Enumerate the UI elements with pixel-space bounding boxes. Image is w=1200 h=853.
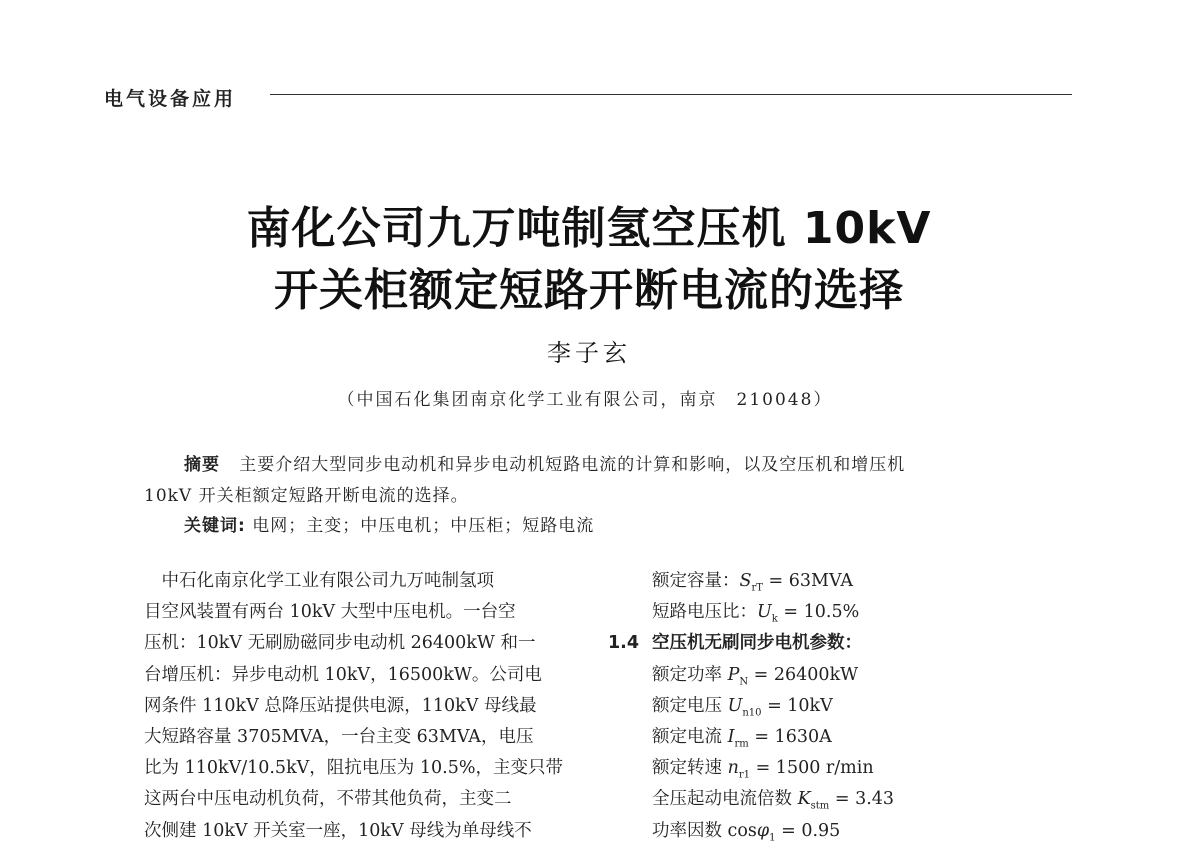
body-line: 网条件 110kV 总降压站提供电源，110kV 母线最	[144, 695, 537, 716]
param-start-current-ratio	[608, 784, 1028, 815]
affiliation: （中国石化集团南京化学工业有限公司，南京 210048）	[337, 390, 833, 410]
param-label: 额定电压	[652, 695, 728, 716]
param-value: = 10kV	[767, 695, 833, 716]
keywords-line	[184, 511, 594, 536]
title-line-1: 南化公司九万吨制氢空压机 10kV	[246, 203, 932, 254]
body-line: 中石化南京化学工业有限公司九万吨制氢项	[144, 571, 494, 591]
section-title: 空压机无刷同步电机参数：	[652, 633, 862, 654]
param-rated-capacity	[608, 566, 1028, 597]
param-symbol: I	[727, 726, 735, 747]
param-symbol: S	[739, 571, 752, 591]
abstract-label: 摘要	[184, 455, 220, 475]
body-line: 目空风装置有两台 10kV 大型中压电机。一台空	[144, 602, 516, 623]
body-line: 比为 110kV/10.5kV，阻抗电压为 10.5%，主变只带	[144, 758, 563, 779]
section-number: 1.4	[608, 633, 640, 654]
param-value: = 0.95	[781, 820, 841, 841]
param-symbol: U	[757, 602, 772, 623]
param-value: = 3.43	[834, 789, 895, 810]
param-value: = 1630A	[754, 726, 832, 747]
param-value: = 63MVA	[768, 571, 854, 591]
abstract-line-2: 10kV 开关柜额定短路开断电流的选择。	[144, 486, 469, 506]
body-line: 大短路容量 3705MVA，一台主变 63MVA，电压	[144, 726, 534, 747]
param-label: 短路电压比：	[652, 602, 757, 623]
body-left-column	[144, 566, 563, 847]
param-label: 额定电流	[652, 726, 728, 747]
body-line: 次侧建 10kV 开关室一座，10kV 母线为单母线不	[144, 820, 532, 841]
body-line: 压机：10kV 无刷励磁同步电动机 26400kW 和一	[144, 633, 536, 654]
author: 李子玄	[547, 339, 631, 367]
param-symbol: K	[797, 789, 811, 810]
param-subscript: 1	[769, 832, 776, 843]
param-label: 功率因数 cos	[652, 820, 757, 841]
param-rated-current	[608, 722, 1028, 753]
abstract-text-1: 主要介绍大型同步电动机和异步电动机短路电流的计算和影响，以及空压机和增压机	[239, 455, 906, 475]
section-heading	[608, 628, 1028, 659]
param-symbol: n	[727, 758, 739, 779]
param-label: 额定转速	[652, 758, 728, 779]
param-subscript: r1	[738, 769, 750, 781]
param-subscript: stm	[810, 800, 830, 812]
param-rated-power	[608, 660, 1028, 691]
param-short-circuit-voltage	[608, 597, 1028, 628]
keywords-label: 关键词:	[184, 516, 246, 536]
param-rated-voltage	[608, 691, 1028, 722]
body-line: 这两台中压电动机负荷，不带其他负荷，主变二	[144, 789, 512, 810]
param-subscript: rm	[734, 738, 749, 750]
param-power-factor	[608, 816, 1028, 847]
param-rated-speed	[608, 753, 1028, 784]
param-subscript: k	[771, 613, 778, 625]
param-label: 额定容量：	[652, 571, 740, 591]
param-label: 额定功率	[652, 664, 728, 685]
param-value: = 10.5%	[783, 602, 860, 623]
body-line: 台增压机：异步电动机 10kV，16500kW。公司电	[144, 664, 542, 685]
param-subscript: N	[739, 676, 749, 688]
param-label: 全压起动电流倍数	[652, 789, 798, 810]
keywords-text: 电网；主变；中压电机；中压柜；短路电流	[252, 516, 595, 536]
title-line-2: 开关柜额定短路开断电流的选择	[274, 265, 904, 316]
body-right-column	[608, 566, 1028, 847]
param-value: = 26400kW	[753, 664, 859, 685]
journal-section-label: 电气设备应用	[104, 88, 237, 110]
abstract-line-1	[184, 450, 905, 475]
param-symbol: φ	[756, 820, 770, 841]
param-subscript: rT	[751, 582, 763, 594]
param-value: = 1500 r/min	[755, 758, 874, 779]
param-symbol: U	[727, 695, 743, 716]
header-rule	[270, 94, 1072, 95]
param-symbol: P	[727, 664, 740, 685]
param-subscript: n10	[742, 707, 762, 719]
